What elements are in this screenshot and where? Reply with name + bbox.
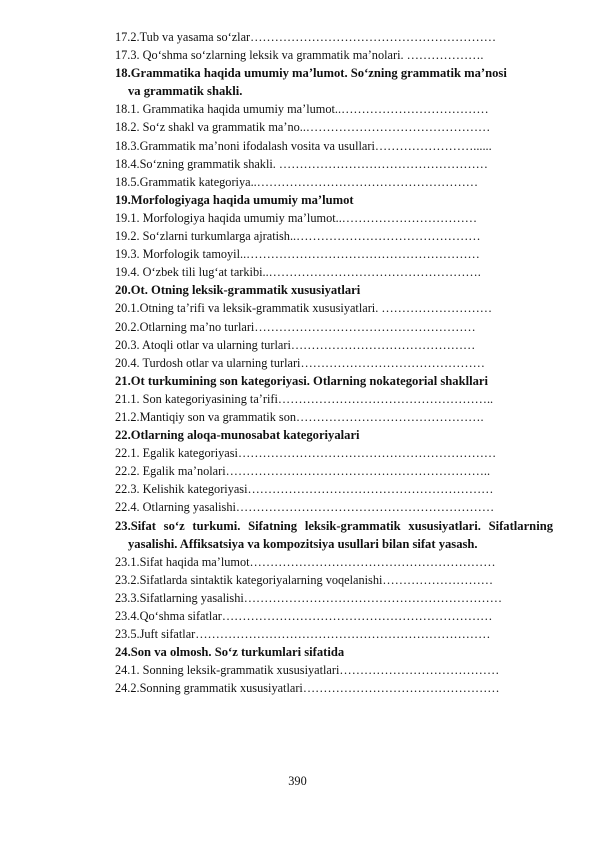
toc-line: 18.1. Grammatika haqida umumiy ma’lumot..……………………………… [115,102,489,117]
toc-line: 21.2.Mantiqiy son va grammatik son………………………………………. [115,409,484,424]
toc-line: 22.3. Kelishik kategoriyasi…………………………………………………… [115,482,494,497]
toc-line: 19.4. O‘zbek tili lug‘at tarkibi..……………………………………………. [115,265,481,280]
toc-heading-continuation: va grammatik shakli. [128,84,243,99]
table-of-contents [115,28,553,697]
toc-line: 19.2. So‘zlarni turkumlarga ajratish..……………………………………… [115,229,481,244]
toc-line: 19.1. Morfologiya haqida umumiy ma’lumot..…………………………… [115,210,478,225]
toc-line: 22.1. Egalik kategoriyasi……………………………………………………… [115,446,497,461]
toc-line: 19.3. Morfologik tamoyil..………………………………………………… [115,247,480,262]
toc-line: 20.1.Otning ta’rifi va leksik-grammatik xususiyatlari. ……………………… [115,301,493,316]
toc-line: 23.2.Sifatlarda sintaktik kategoriyalarning voqelanishi……………………… [115,572,494,587]
toc-line: 24.1. Sonning leksik-grammatik xususiyatlari………………………………… [115,663,500,678]
toc-line: 23.1.Sifat haqida ma’lumot…………………………………………………… [115,554,496,569]
toc-line: 18.2. So‘z shakl va grammatik ma’no..……………………………………… [115,120,491,135]
toc-line: 20.2.Otlarning ma’no turlari……………………………………………… [115,319,476,334]
toc-heading: 22.Otlarning aloqa-munosabat kategoriyalari [115,428,360,443]
toc-line: 20.3. Atoqli otlar va ularning turlari……………………………………… [115,337,476,352]
toc-line: 20.4. Turdosh otlar va ularning turlari……………………………………… [115,355,485,370]
toc-heading: 19.Morfologiyaga haqida umumiy ma’lumot [115,192,354,207]
toc-heading: 24.Son va olmosh. So‘z turkumlari sifatida [115,645,345,660]
toc-heading: 18.Grammatika haqida umumiy ma’lumot. So‘zning grammatik ma’nosi [115,66,507,81]
toc-line: 23.3.Sifatlarning yasalishi……………………………………………………… [115,590,502,605]
toc-line: 21.1. Son kategoriyasining ta’rifi…………………………………………….. [115,391,494,406]
toc-line: 22.2. Egalik ma’nolari……………………………………………………….. [115,464,491,479]
toc-line: 18.3.Grammatik ma’noni ifodalash vosita va usullari……………………...... [115,138,492,153]
toc-line: 18.5.Grammatik kategoriya..……………………………………………… [115,174,479,189]
toc-line: 17.2.Tub va yasama so‘zlar…………………………………………………… [115,30,497,44]
toc-heading: 21.Ot turkumining son kategoriyasi. Otlarning nokategorial shakllari [115,373,488,388]
page-number: 390 [288,774,307,788]
toc-line: 18.4.So‘zning grammatik shakli. …………………………………………… [115,156,488,171]
toc-line: 24.2.Sonning grammatik xususiyatlari………………………………………… [115,681,500,696]
toc-line: 17.3. Qo‘shma so‘zlarning leksik va grammatik ma’nolari. ………………. [115,48,484,63]
toc-line: 22.4. Otlarning yasalishi……………………………………………………… [115,500,495,515]
toc-heading: 20.Ot. Otning leksik-grammatik xususiyatlari [115,283,361,298]
toc-line: 23.4.Qo‘shma sifatlar………………………………………………………… [115,609,493,623]
toc-line: 23.5.Juft sifatlar……………………………………………………………… [115,627,491,642]
toc-heading-multiline: 23.Sifat so‘z turkumi. Sifatning leksik-grammatik xususiyatlari. Sifatlarning yasalishi. Affiksatsiya va kompozitsiya usullari bilan sifat yasash. [115,518,553,551]
